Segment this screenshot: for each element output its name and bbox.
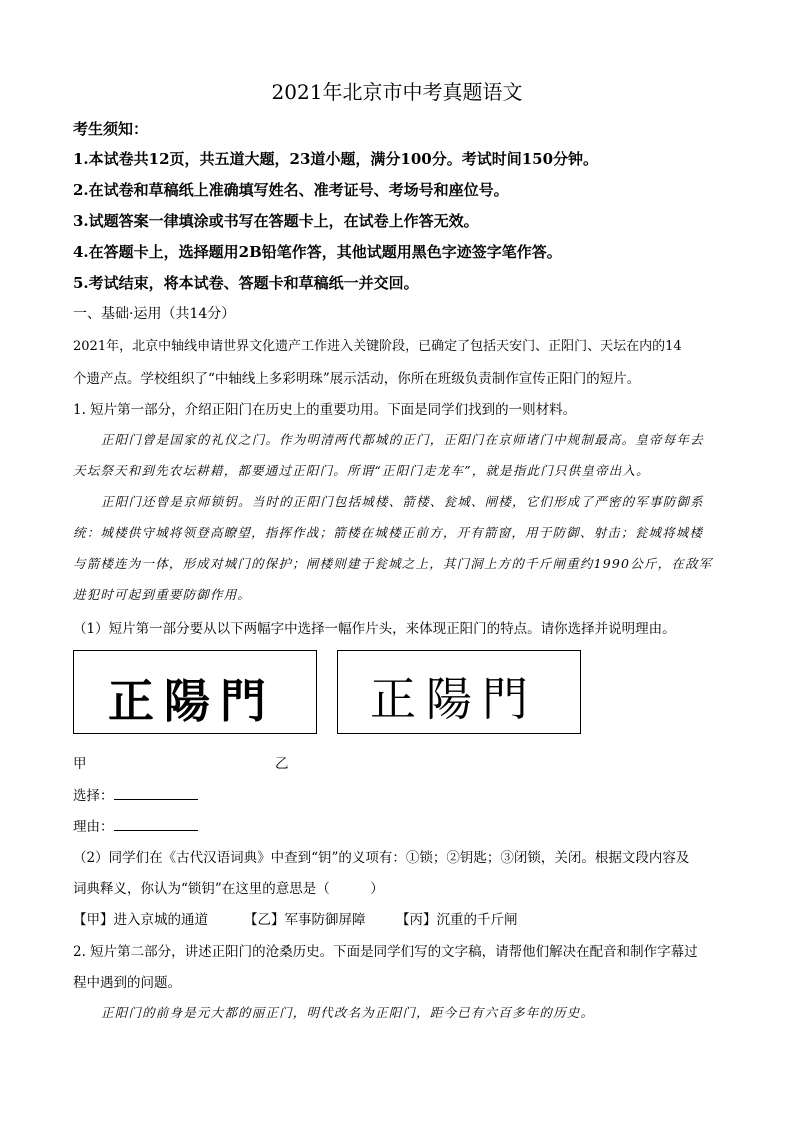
label-a: 甲 <box>73 756 87 772</box>
sub-question-2: （2）同学们在《古代汉语词典》中查到“钥”的义项有：①锁；②钥匙；③闭锁，关闭。根据文段内容及 <box>73 850 690 866</box>
notice-item: 1.本试卷共12页，共五道大题，23道小题，满分100分。考试时间150分钟。 <box>73 150 599 168</box>
choose-label: 选择： <box>73 788 114 804</box>
notice-item: 5.考试结束，将本试卷、答题卡和草稿纸一并交回。 <box>73 274 419 292</box>
material-line: 正阳门还曾是京师锁钥。当时的正阳门包括城楼、箭楼、瓮城、闸楼，它们形成了严密的军事防御系 <box>101 494 704 509</box>
reason-label: 理由： <box>73 819 114 835</box>
notice-item: 2.在试卷和草稿纸上准确填写姓名、准考证号、考场号和座位号。 <box>73 181 509 199</box>
material-line: 与箭楼连为一体，形成对城门的保护；闸楼则建于瓮城之上，其门洞上方的千斤闸重约1990公斤，在敌军 <box>73 556 713 571</box>
question-2: 程中遇到的问题。 <box>73 975 181 991</box>
material-line: 天坛祭天和到先农坛耕耤，都要通过正阳门。所谓“正阳门走龙车”，就是指此门只供皇帝出入。 <box>73 463 650 478</box>
draft-text: 正阳门的前身是元大都的丽正门，明代改名为正阳门，距今已有六百多年的历史。 <box>101 1005 595 1020</box>
material-line: 进犯时可起到重要防御作用。 <box>73 587 252 602</box>
question-1: 1. 短片第一部分，介绍正阳门在历史上的重要功用。下面是同学们找到的一则材料。 <box>73 402 577 418</box>
sub-question-2: 词典释义，你认为“锁钥”在这里的意思是（ ） <box>73 881 384 897</box>
choose-blank[interactable] <box>114 787 198 800</box>
material-line: 正阳门曾是国家的礼仪之门。作为明清两代都城的正门，正阳门在京师诸门中规制最高。皇帝每年去 <box>101 432 704 447</box>
notice-heading: 考生须知： <box>73 120 149 138</box>
page-title: 2021年北京市中考真题语文 <box>271 80 523 104</box>
label-b: 乙 <box>275 756 289 772</box>
calligraphy-box-a <box>73 650 317 734</box>
reason-blank[interactable] <box>114 818 198 831</box>
section-heading: 一、基础·运用（共14分） <box>73 306 236 322</box>
sub-question-1: （1）短片第一部分要从以下两幅字中选择一幅作片头，来体现正阳门的特点。请你选择并说明理由。 <box>73 621 676 637</box>
question-2: 2. 短片第二部分，讲述正阳门的沧桑历史。下面是同学们写的文字稿，请帮他们解决在配音和制作字幕过 <box>73 944 698 960</box>
calligraphy-a: 正陽門 <box>108 674 276 728</box>
calligraphy-b: 正陽門 <box>370 672 538 726</box>
option-c: 【丙】沉重的千斤闸 <box>396 912 518 928</box>
notice-item: 3.试题答案一律填涂或书写在答题卡上，在试卷上作答无效。 <box>73 212 479 230</box>
choice-line <box>73 784 198 804</box>
calligraphy-box-b <box>337 650 581 734</box>
material-line: 统：城楼供守城将领登高瞭望，指挥作战；箭楼在城楼正前方，开有箭窗，用于防御、射击；瓮城将城楼 <box>73 525 704 540</box>
reason-line <box>73 815 198 835</box>
notice-item: 4.在答题卡上，选择题用2B铅笔作答，其他试题用黑色字迹签字笔作答。 <box>73 243 562 261</box>
intro-text: 个遗产点。学校组织了“中轴线上多彩明珠”展示活动，你所在班级负责制作宣传正阳门的短片。 <box>73 371 641 387</box>
option-b: 【乙】军事防御屏障 <box>244 912 366 928</box>
intro-text: 2021年，北京中轴线申请世界文化遗产工作进入关键阶段，已确定了包括天安门、正阳门、天坛在内的14 <box>73 339 682 354</box>
option-a: 【甲】进入京城的通道 <box>73 912 208 928</box>
